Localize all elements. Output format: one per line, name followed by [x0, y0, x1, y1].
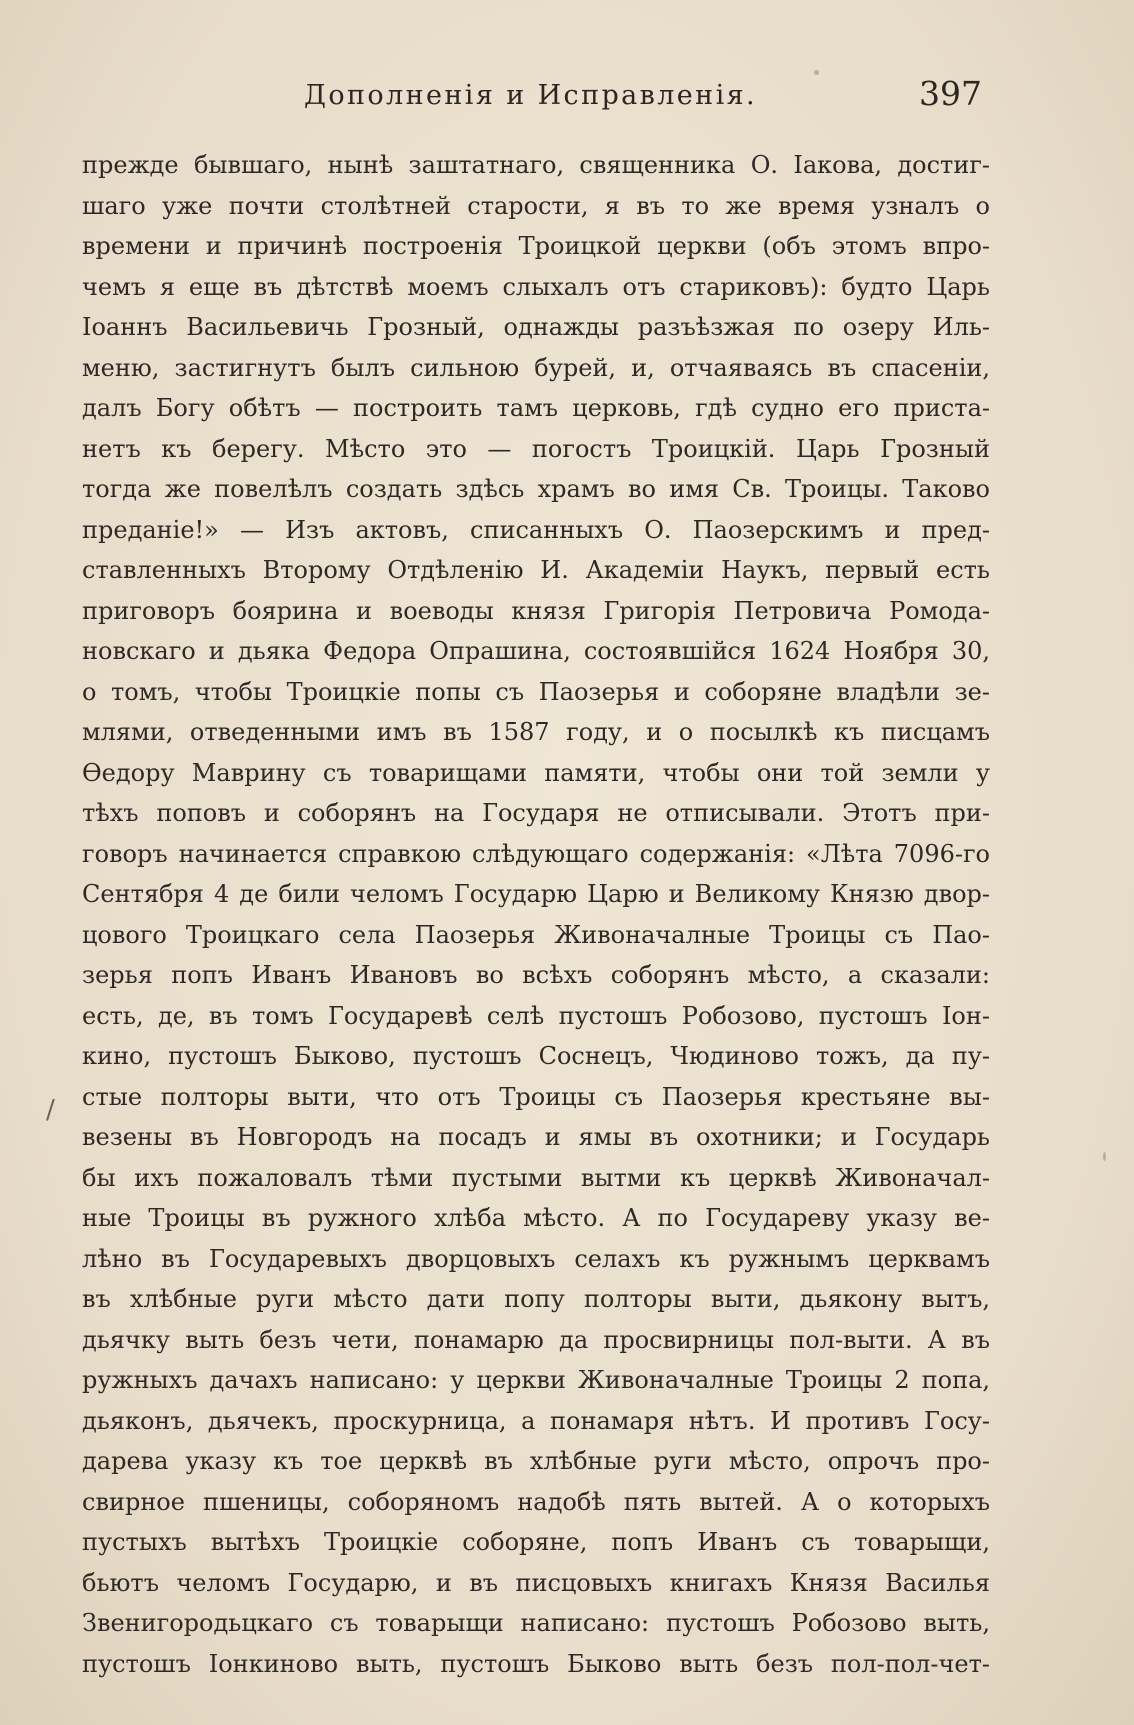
text-line: тогда же повелѣлъ создать здѣсь храмъ во имя Св. Троицы. Таково [82, 475, 990, 503]
page-header [82, 74, 982, 124]
page-number: 397 [919, 74, 982, 113]
text-line: зерья попъ Иванъ Ивановъ во всѣхъ соборянъ мѣсто, а сказали: [82, 961, 990, 989]
text-line: бы ихъ пожаловалъ тѣми пустыми вытми къ церквѣ Живоначал- [82, 1163, 990, 1192]
text-line: преданіе!» — Изъ актовъ, списанныхъ О. Паозерскимъ и пред- [82, 515, 990, 544]
text-line: кино, пустошъ Быково, пустошъ Соснецъ, Чюдиново тожъ, да пу- [82, 1042, 990, 1070]
text-line: нетъ къ берегу. Мѣсто это — погостъ Троицкій. Царь Грозный [82, 434, 990, 463]
text-line: лѣно въ Государевыхъ дворцовыхъ селахъ къ ружнымъ церквамъ [82, 1244, 990, 1273]
text-line: Сентября 4 де били челомъ Государю Царю и Великому Князю двор- [82, 880, 990, 908]
text-line: есть, де, въ томъ Государевѣ селѣ пустошъ Робозово, пустошъ Іон- [82, 1001, 990, 1030]
text-line: новскаго и дьяка Федора Опрашина, состоявшійся 1624 Ноября 30, [82, 637, 990, 665]
text-line: везены въ Новгородъ на посадъ и ямы въ охотники; и Государь [82, 1123, 990, 1151]
text-line: стые полторы выти, что отъ Троицы съ Паозерья крестьяне вы- [82, 1082, 990, 1111]
text-line: млями, отведенными имъ въ 1587 году, и о посылкѣ къ писцамъ [82, 718, 990, 746]
text-line: приговоръ боярина и воеводы князя Григорія Петровича Ромода- [82, 596, 990, 625]
text-line: Ѳедору Маврину съ товарищами памяти, чтобы они той земли у [82, 758, 990, 787]
text-line: свирное пшеницы, соборяномъ надобѣ пять вытей. А о которыхъ [82, 1487, 990, 1516]
text-line: цового Троицкаго села Паозерья Живоначалные Троицы съ Пао- [82, 920, 990, 949]
text-line: времени и причинѣ построенія Троицкой церкви (объ этомъ впро- [82, 232, 990, 260]
text-line: меню, застигнутъ былъ сильною бурей, и, отчаяваясь въ спасеніи, [82, 353, 990, 382]
text-line: дарева указу къ тое церквѣ въ хлѣбные руги мѣсто, опрочъ про- [82, 1447, 990, 1475]
text-line: шаго уже почти столѣтней старости, я въ то же время узналъ о [82, 191, 990, 220]
text-line: далъ Богу обѣтъ — построить тамъ церковь, гдѣ судно его приста- [82, 394, 990, 422]
text-line: въ хлѣбные руги мѣсто дати попу полторы выти, дьякону вытъ, [82, 1285, 990, 1313]
text-line: чемъ я еще въ дѣтствѣ моемъ слыхалъ отъ стариковъ): будто Царь [82, 272, 990, 301]
text-line: дьяконъ, дьячекъ, проскурница, а понамаря нѣтъ. И противъ Госу- [82, 1406, 990, 1435]
text-line: ные Троицы въ ружного хлѣба мѣсто. А по Государеву указу ве- [82, 1204, 990, 1232]
text-line: тѣхъ поповъ и соборянъ на Государя не отписывали. Этотъ при- [82, 799, 990, 827]
running-title: Дополненія и Исправленія. [304, 80, 758, 111]
text-line: Іоаннъ Васильевичь Грозный, однажды разъѣзжая по озеру Иль- [82, 313, 990, 341]
text-line: Звенигородьцкаго съ товарыщи написано: пустошъ Робозово выть, [82, 1609, 990, 1637]
paper-speck [814, 70, 819, 75]
text-line: пустошъ Іонкиново выть, пустошъ Быково выть безъ пол-пол-чет- [82, 1649, 990, 1678]
text-line: ставленныхъ Второму Отдѣленію И. Академіи Наукъ, первый есть [82, 556, 990, 584]
body-text [82, 145, 990, 1684]
text-line: говоръ начинается справкою слѣдующаго содержанія: «Лѣта 7096-го [82, 839, 990, 868]
text-line: дьячку выть безъ чети, понамарю да просвирницы пол-выти. А въ [82, 1325, 990, 1354]
text-line: бьютъ челомъ Государю, и въ писцовыхъ книгахъ Князя Василья [82, 1568, 990, 1597]
text-line: пустыхъ вытѣхъ Троицкіе соборяне, попъ Иванъ съ товарыщи, [82, 1528, 990, 1556]
paper-speck [1103, 1152, 1106, 1161]
text-line: о томъ, чтобы Троицкіе попы съ Паозерья и соборяне владѣли зе- [82, 677, 990, 706]
margin-pencil-mark: / [46, 1095, 55, 1125]
text-line: прежде бывшаго, нынѣ заштатнаго, священника О. Іакова, достиг- [82, 151, 990, 179]
text-line: ружныхъ дачахъ написано: у церкви Живоначалные Троицы 2 попа, [82, 1366, 990, 1394]
